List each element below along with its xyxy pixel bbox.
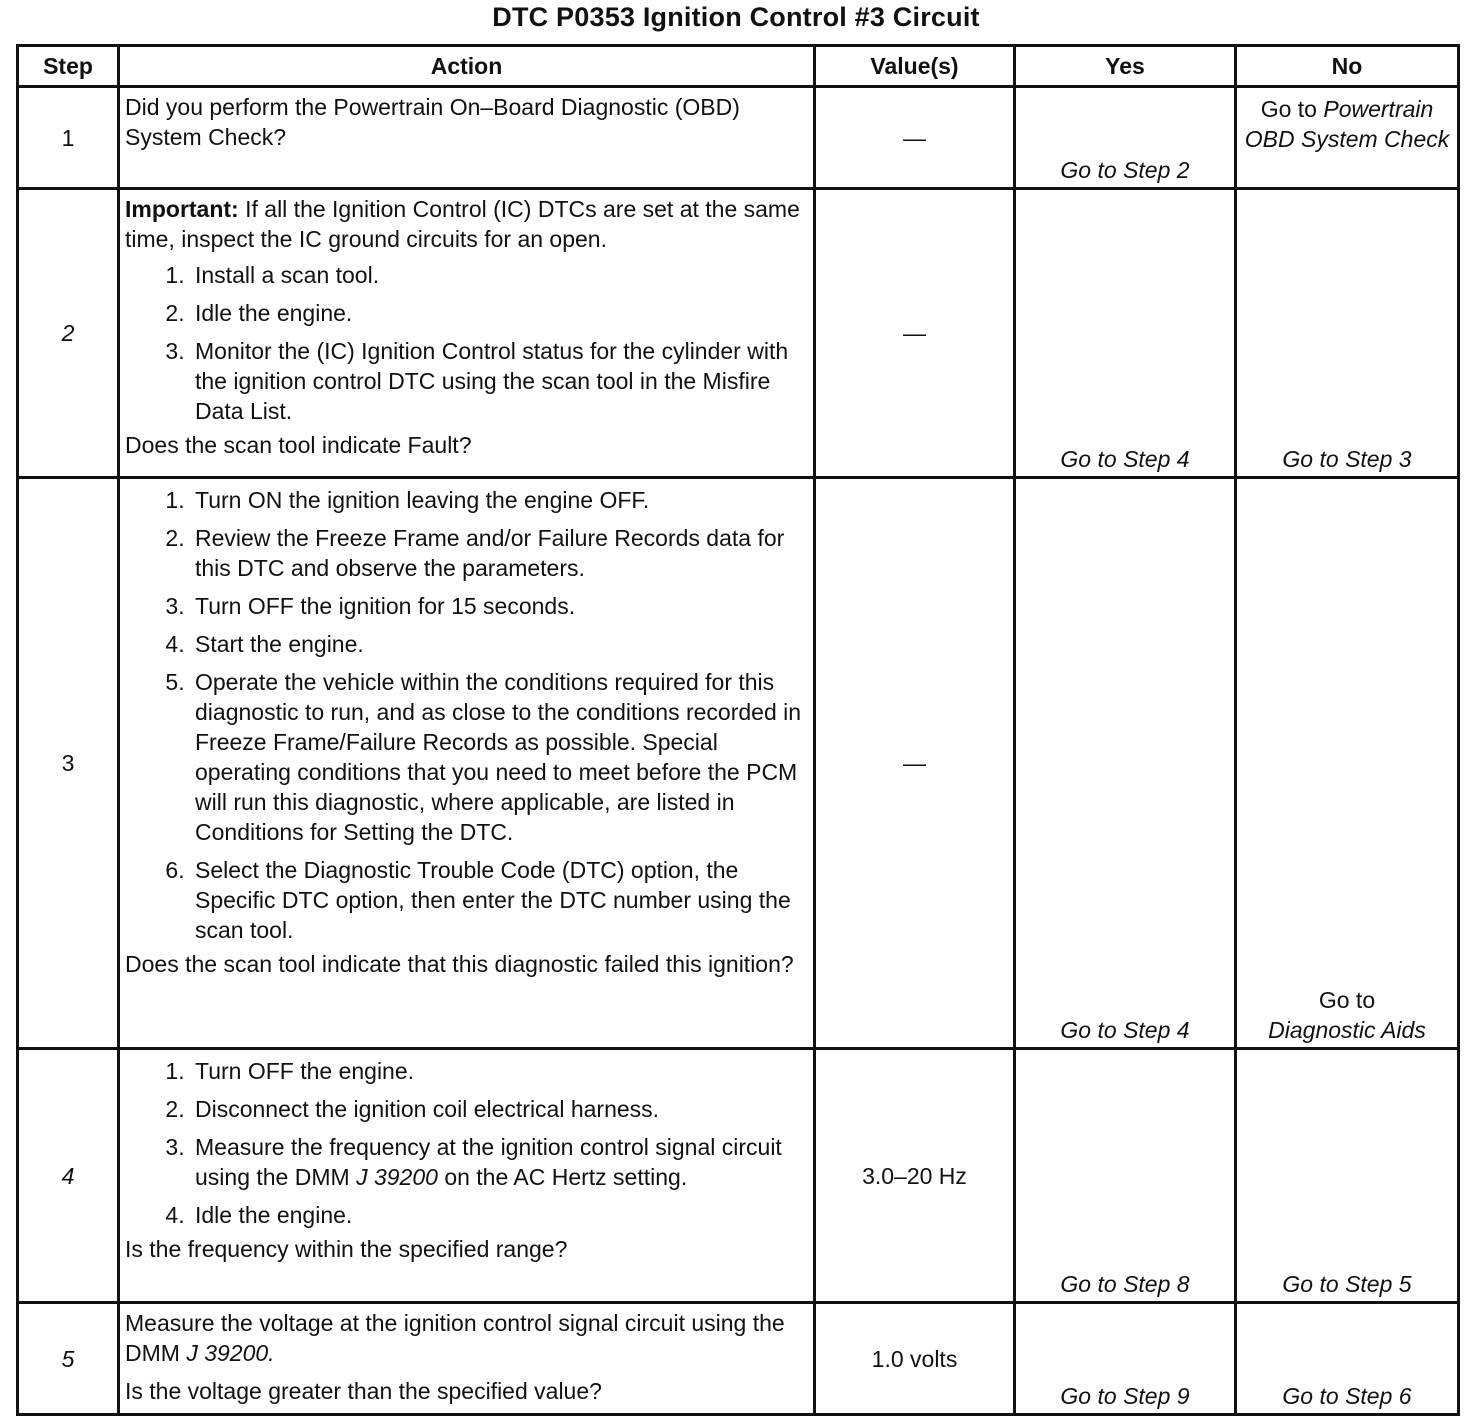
table-row (18, 1049, 1459, 1303)
no-prefix: Go to (1318, 987, 1376, 1013)
list-item: 1. Turn OFF the engine. (191, 1056, 809, 1086)
list-item: 2. Disconnect the ignition coil electrical harness. (191, 1094, 809, 1124)
action-text (125, 1308, 809, 1368)
header-values: Value(s) (815, 46, 1015, 87)
action-text: Did you perform the Powertrain On–Board Diagnostic (OBD) System Check? (125, 94, 740, 150)
value-cell: — (815, 87, 1015, 189)
no-cell (1236, 87, 1459, 189)
value-cell: 3.0–20 Hz (815, 1049, 1015, 1303)
yes-cell: Go to Step 4 (1015, 478, 1236, 1049)
step-number: 3 (18, 478, 119, 1049)
list-item: 1. Install a scan tool. (191, 260, 809, 290)
question-text: Does the scan tool indicate that this diagnostic failed this ignition? (125, 951, 794, 977)
no-cell (1236, 478, 1459, 1049)
no-prefix: Go to (1260, 96, 1317, 122)
list-item: 3. Turn OFF the ignition for 15 seconds. (191, 591, 809, 621)
step-number: 1 (18, 87, 119, 189)
step-number: 5 (18, 1303, 119, 1415)
table-row (18, 87, 1459, 189)
value-cell: — (815, 478, 1015, 1049)
important-text: If all the Ignition Control (IC) DTCs are set at the same time, inspect the IC ground circuits for an open. (125, 196, 800, 252)
list-item (191, 1132, 809, 1192)
action-cell (119, 1303, 815, 1415)
action-cell (119, 87, 815, 189)
table-row (18, 1303, 1459, 1415)
important-note (125, 194, 809, 254)
no-cell: Go to Step 5 (1236, 1049, 1459, 1303)
question-text: Is the voltage greater than the specified value? (125, 1378, 602, 1404)
question-text: Does the scan tool indicate Fault? (125, 432, 472, 458)
tool-reference: J 39200 (356, 1164, 438, 1190)
list-item: 2. Idle the engine. (191, 298, 809, 328)
diagnostic-table (16, 44, 1460, 1416)
list-item: 4. Start the engine. (191, 629, 809, 659)
header-row (18, 46, 1459, 87)
list-item: 5. Operate the vehicle within the conditions required for this diagnostic to run, and as close to the conditions recorded in Freeze Frame/Failure Records as possible. Special operating conditions that you need to meet before the PCM will run this diagnostic, where applicable, are listed in Conditions for Setting the DTC. (191, 667, 809, 847)
procedure-list (125, 260, 809, 426)
yes-cell: Go to Step 2 (1015, 87, 1236, 189)
page-title: DTC P0353 Ignition Control #3 Circuit (492, 2, 980, 32)
list-item: 6. Select the Diagnostic Trouble Code (DTC) option, the Specific DTC option, then enter the DTC number using the scan tool. (191, 855, 809, 945)
list-item: 2. Review the Freeze Frame and/or Failure Records data for this DTC and observe the parameters. (191, 523, 809, 583)
no-link: Diagnostic Aids (1268, 1017, 1426, 1043)
item-text: Measure the voltage at the ignition control signal circuit using the DMM (125, 1310, 785, 1366)
action-cell (119, 478, 815, 1049)
list-item: 4. Idle the engine. (191, 1200, 809, 1230)
no-cell: Go to Step 3 (1236, 189, 1459, 478)
header-no: No (1236, 46, 1459, 87)
table-row (18, 189, 1459, 478)
action-cell (119, 1049, 815, 1303)
item-text: Measure the frequency at the ignition control signal circuit using the DMM (195, 1134, 782, 1190)
yes-cell: Go to Step 4 (1015, 189, 1236, 478)
table-row (18, 478, 1459, 1049)
no-cell: Go to Step 6 (1236, 1303, 1459, 1415)
step-number: 2 (18, 189, 119, 478)
question-text: Is the frequency within the specified range? (125, 1236, 568, 1262)
value-cell: — (815, 189, 1015, 478)
important-label: Important: (125, 196, 239, 222)
procedure-list (125, 1056, 809, 1230)
list-item: 1. Turn ON the ignition leaving the engine OFF. (191, 485, 809, 515)
no-link: Powertrain OBD System Check (1244, 96, 1450, 152)
step-number: 4 (18, 1049, 119, 1303)
action-cell (119, 189, 815, 478)
tool-reference: J 39200. (186, 1340, 275, 1366)
item-text: on the AC Hertz setting. (444, 1164, 688, 1190)
yes-cell: Go to Step 8 (1015, 1049, 1236, 1303)
yes-cell: Go to Step 9 (1015, 1303, 1236, 1415)
header-step: Step (18, 46, 119, 87)
value-cell: 1.0 volts (815, 1303, 1015, 1415)
header-yes: Yes (1015, 46, 1236, 87)
header-action: Action (119, 46, 815, 87)
list-item: 3. Monitor the (IC) Ignition Control status for the cylinder with the ignition control DTC using the scan tool in the Misfire Data List. (191, 336, 809, 426)
procedure-list (125, 485, 809, 945)
